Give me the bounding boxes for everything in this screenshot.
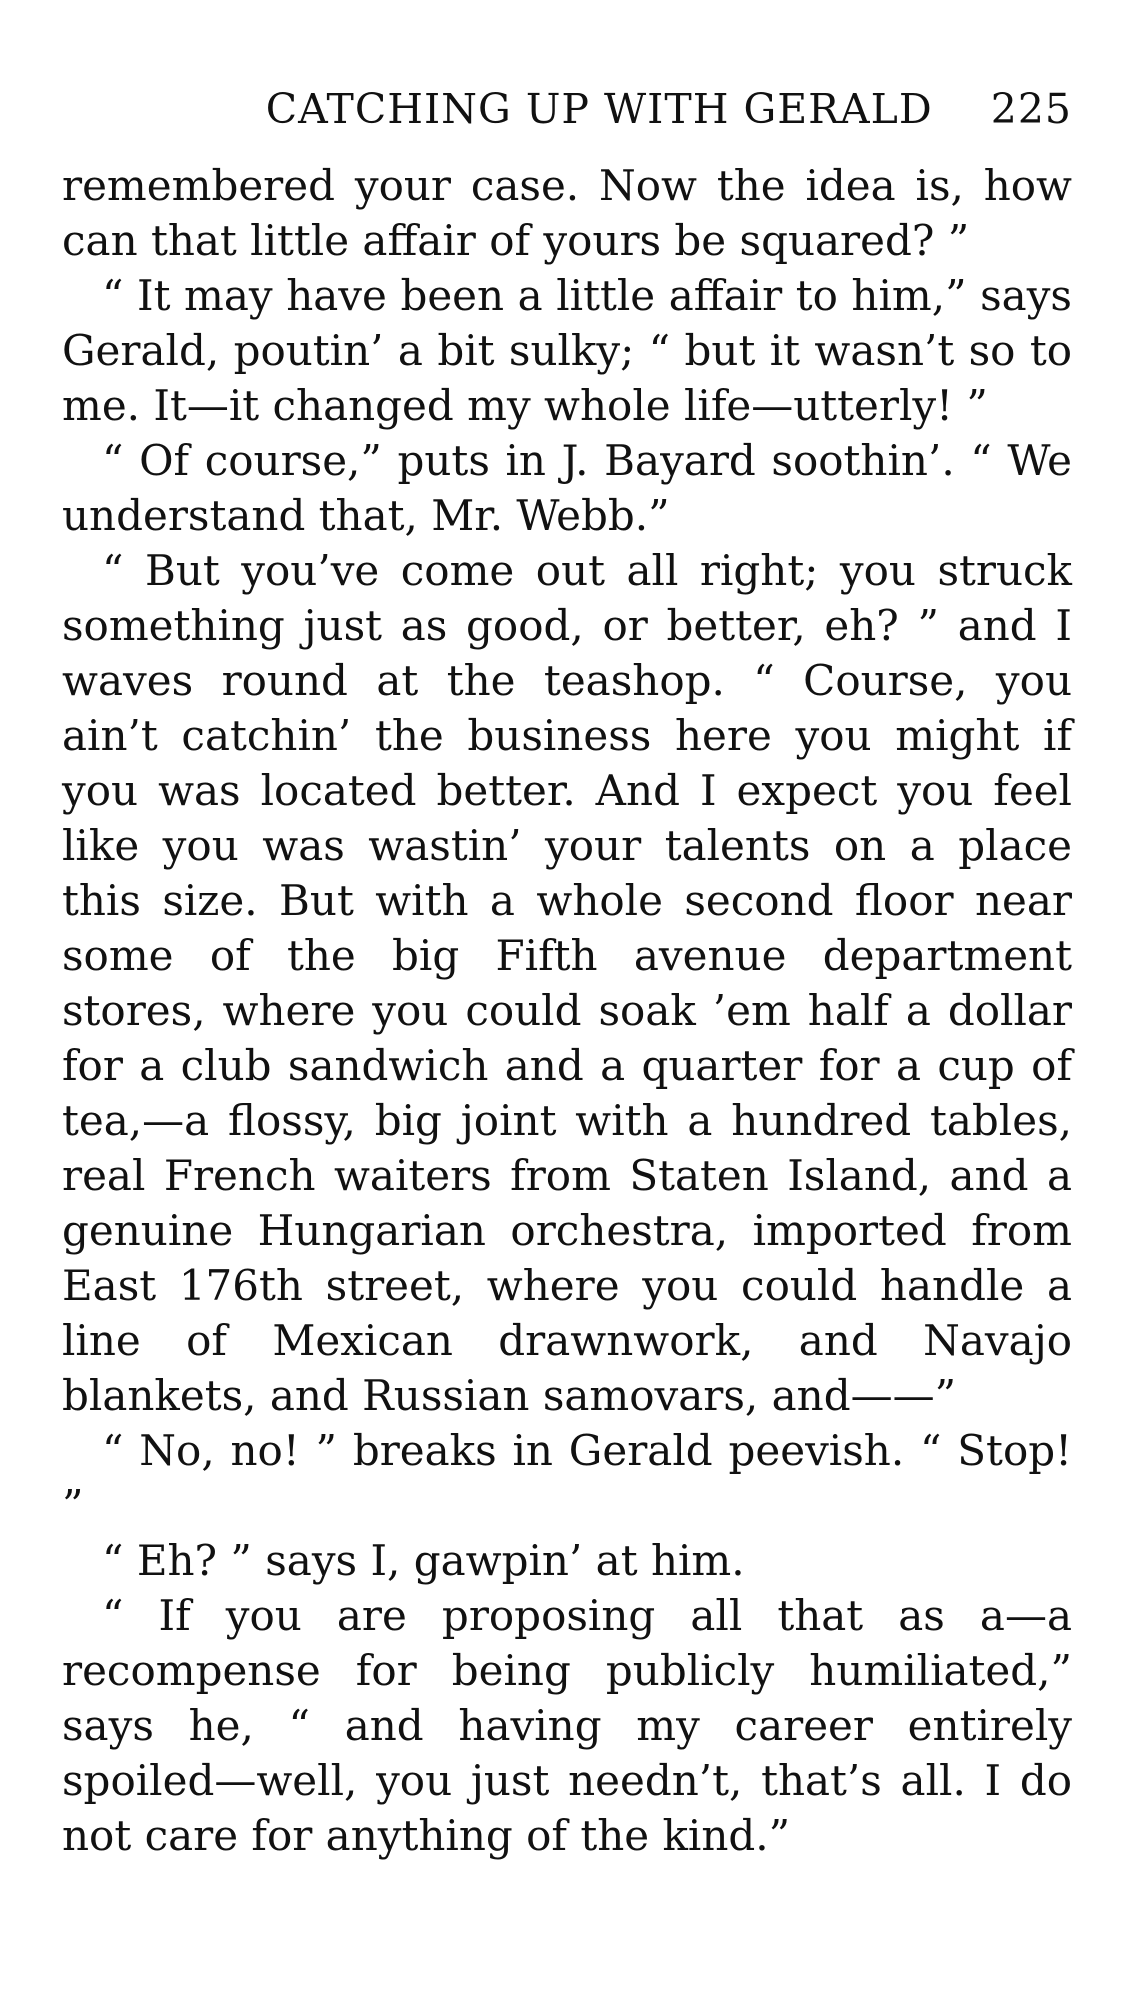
paragraph: “ Of course,” puts in J. Bayard soothin’. “ We understand that, Mr. Webb.” <box>62 436 1072 540</box>
paragraph: “ No, no! ” breaks in Gerald peevish. “ Stop! ” <box>62 1426 1072 1530</box>
paragraph: “ Eh? ” says I, gawpin’ at him. <box>102 1536 745 1585</box>
book-page <box>62 78 1072 1863</box>
page-number: 225 <box>990 85 1072 133</box>
running-head <box>62 78 1072 140</box>
body-text <box>62 158 1072 1863</box>
chapter-title: CATCHING UP WITH GERALD <box>265 85 933 133</box>
paragraph: “ But you’ve come out all right; you struck something just as good, or better, eh? ” and I waves round at the teashop. “ Course, you ain’t catchin’ the business here you might if you was located better. And I expect you feel like you was wastin’ your talents on a place this size. But with a whole second floor near some of the big Fifth avenue department stores, where you could soak ’em half a dollar for a club sandwich and a quarter for a cup of tea,—a flossy, big joint with a hundred tables, real French waiters from Staten Island, and a genuine Hungarian orchestra, imported from East 176th street, where you could handle a line of Mexican drawnwork, and Navajo blankets, and Russian samovars, and——” <box>62 546 1072 1420</box>
paragraph: “ It may have been a little affair to him,” says Gerald, poutin’ a bit sulky; “ but it wasn’t so to me. It—it changed my whole life—utterly! ” <box>62 271 1072 430</box>
paragraph: remembered your case. Now the idea is, how can that little affair of yours be squared? ” <box>62 161 1072 265</box>
paragraph: “ If you are proposing all that as a—a recompense for being publicly humiliated,” says he, “ and having my career entirely spoiled—well, you just needn’t, that’s all. I do not care for anything of the kind.” <box>62 1591 1072 1860</box>
